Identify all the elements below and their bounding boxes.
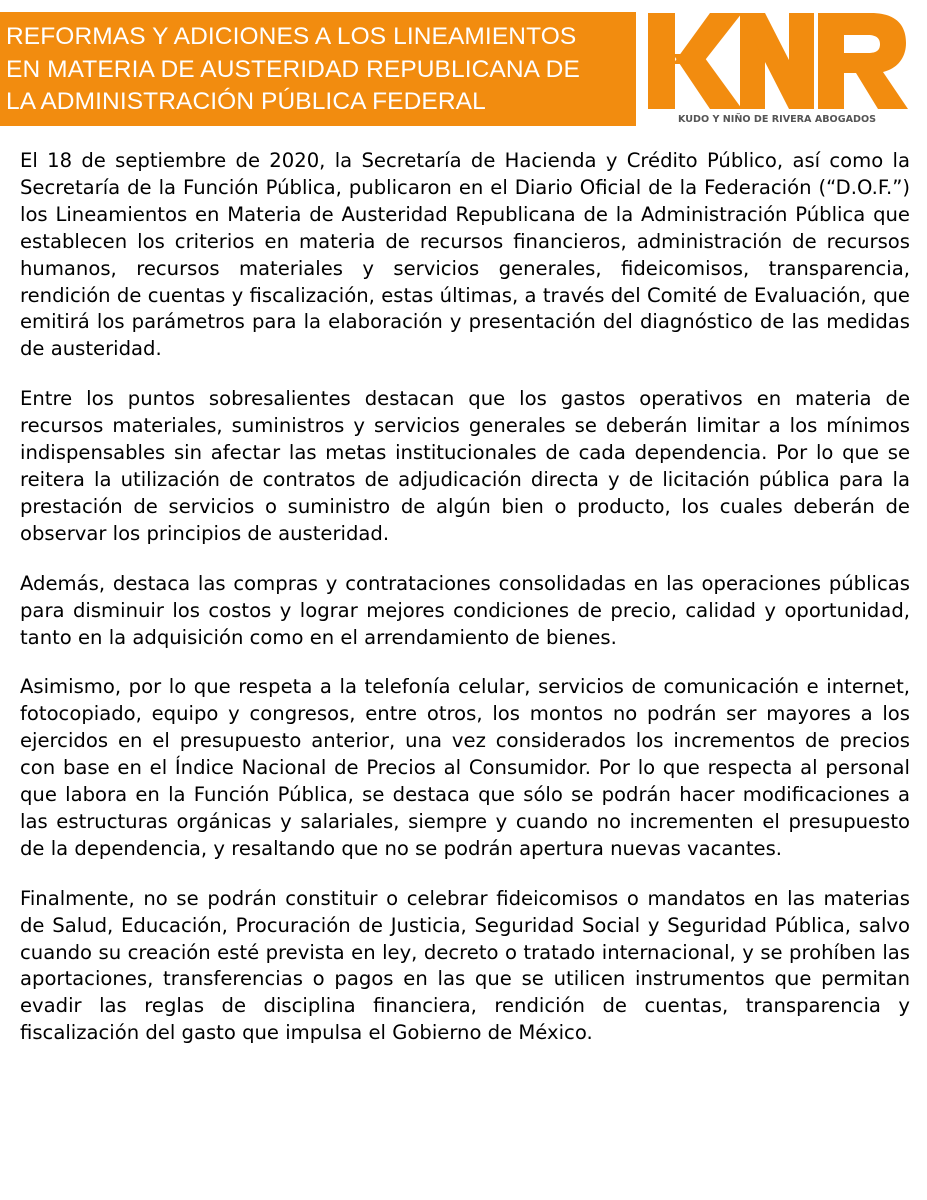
logo-tagline: KUDO Y NIÑO DE RIVERA ABOGADOS [677, 114, 877, 125]
paragraph-3: Además, destaca las compras y contrataciones consolidadas en las operaciones públicas para disminuir los costos y lograr mejores condiciones de precio, calidad y oportunidad, tanto en la adquisición como en el arrendamiento de bienes. [20, 571, 910, 649]
logo-letter-n [740, 13, 814, 109]
paragraph-5: Finalmente, no se podrán constituir o celebrar fideicomisos o mandatos en las materias de Salud, Educación, Procuración de Justicia, Seguridad Social y Seguridad Pública, salvo cuando su creación esté prevista en ley, decreto o tratado internacional, y se prohíben las aportaciones, transferencias o pagos en las que se utilicen instrumentos que permitan evadir las reglas de disciplina financiera, rendición de cuentas, transparencia y fiscalización del gasto que impulsa el Gobierno de México. [20, 886, 910, 1045]
page-title: REFORMAS Y ADICIONES A LOS LINEAMIENTOS EN MATERIA DE AUSTERIDAD REPUBLICANA DE LA ADMINISTRACIÓN PÚBLICA FEDERAL [6, 23, 580, 115]
knr-logo-mark [646, 10, 908, 112]
paragraph-2: Entre los puntos sobresalientes destacan que los gastos operativos en materia de recursos materiales, suministros y servicios generales se deberán limitar a los mínimos indispensables sin afectar las metas institucionales de cada dependencia. Por lo que se reitera la utilización de contratos de adjudicación directa y de licitación pública para la prestación de servicios o suministro de algún bien o producto, los cuales deberán de observar los principios de austeridad. [20, 387, 910, 545]
title-banner [0, 12, 636, 126]
logo-letter-k [648, 13, 742, 109]
firm-logo [646, 10, 916, 130]
logo-letter-r [818, 13, 908, 109]
article-body [20, 148, 910, 1070]
paragraph-4: Asimismo, por lo que respeta a la telefonía celular, servicios de comunicación e internet, fotocopiado, equipo y congresos, entre otros, los montos no podrán ser mayores a los ejercidos en el presupuesto anterior, una vez considerados los incrementos de precios con base en el Índice Nacional de Precios al Consumidor. Por lo que respecta al personal que labora en la Función Pública, se destaca que sólo se podrán hacer modificaciones a las estructuras orgánicas y salariales, siempre y cuando no incrementen el presupuesto de la dependencia, y resaltando que no se podrán apertura nuevas vacantes. [20, 675, 910, 860]
paragraph-1: El 18 de septiembre de 2020, la Secretaría de Hacienda y Crédito Público, así como la Secretaría de la Función Pública, publicaron en el Diario Oficial de la Federación (“D.O.F.”) los Lineamientos en Materia de Austeridad Republicana de la Administración Pública que establecen los criterios en materia de recursos financieros, administración de recursos humanos, recursos materiales y servicios generales, fideicomisos, transparencia, rendición de cuentas y fiscalización, estas últimas, a través del Comité de Evaluación, que emitirá los parámetros para la elaboración y presentación del diagnóstico de las medidas de austeridad. [20, 149, 910, 361]
